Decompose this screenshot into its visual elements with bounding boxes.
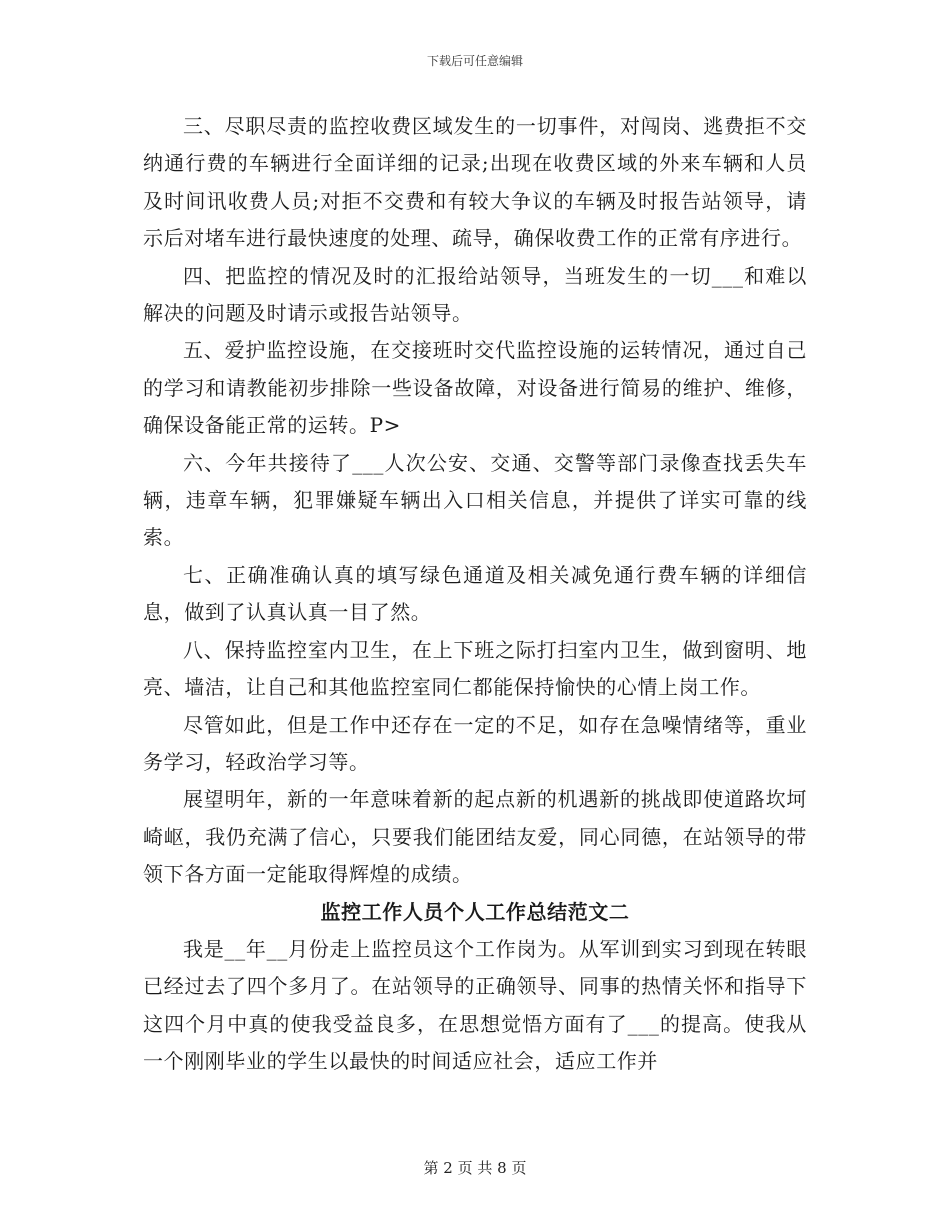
page-number: 第 2 页 共 8 页 [423,1159,527,1177]
paragraph-item-8: 八、保持监控室内卫生，在上下班之际打扫室内卫生，做到窗明、地亮、墙洁，让自己和其他监控室同仁都能保持愉快的心情上岗工作。 [143,637,807,700]
paragraph-item-7: 七、正确准确认真的填写绿色通道及相关减免通行费车辆的详细信息，做到了认真认真一目了然。 [143,562,807,625]
section-paragraph: 我是__年__月份走上监控员这个工作岗为。从军训到实习到现在转眼已经过去了四个多月了。在站领导的正确领导、同事的热情关怀和指导下这四个月中真的使我受益良多，在思想觉悟方面有了___的提高。使我从一个刚刚毕业的学生以最快的时间适应社会，适应工作并 [143,936,807,1074]
paragraph-item-4: 四、把监控的情况及时的汇报给站领导，当班发生的一切___和难以解决的问题及时请示或报告站领导。 [143,263,807,326]
page-header-note: 下载后可任意编辑 [426,54,523,68]
section-title: 监控工作人员个人工作总结范文二 [320,899,630,924]
paragraph-item-5: 五、爱护监控设施，在交接班时交代监控设施的运转情况，通过自己的学习和请教能初步排除一些设备故障，对设备进行简易的维护、维修，确保设备能正常的运转。P> [143,338,807,438]
paragraph-shortcomings: 尽管如此，但是工作中还存在一定的不足，如存在急噪情绪等，重业务学习，轻政治学习等。 [143,712,807,774]
document-body [143,108,807,1081]
paragraph-item-3: 三、尽职尽责的监控收费区域发生的一切事件，对闯岗、逃费拒不交纳通行费的车辆进行全面详细的记录;出现在收费区域的外来车辆和人员及时间讯收费人员;对拒不交费和有较大争议的车辆及时报告站领导，请示后对堵车进行最快速度的处理、疏导，确保收费工作的正常有序进行。 [143,114,807,251]
paragraph-item-6: 六、今年共接待了___人次公安、交通、交警等部门录像查找丢失车辆，违章车辆，犯罪嫌疑车辆出入口相关信息，并提供了详实可靠的线索。 [143,450,807,550]
paragraph-outlook: 展望明年，新的一年意味着新的起点新的机遇新的挑战即使道路坎坷崎岖，我仍充满了信心，只要我们能团结友爱，同心同德，在站领导的带领下各方面一定能取得辉煌的成绩。 [143,787,807,887]
